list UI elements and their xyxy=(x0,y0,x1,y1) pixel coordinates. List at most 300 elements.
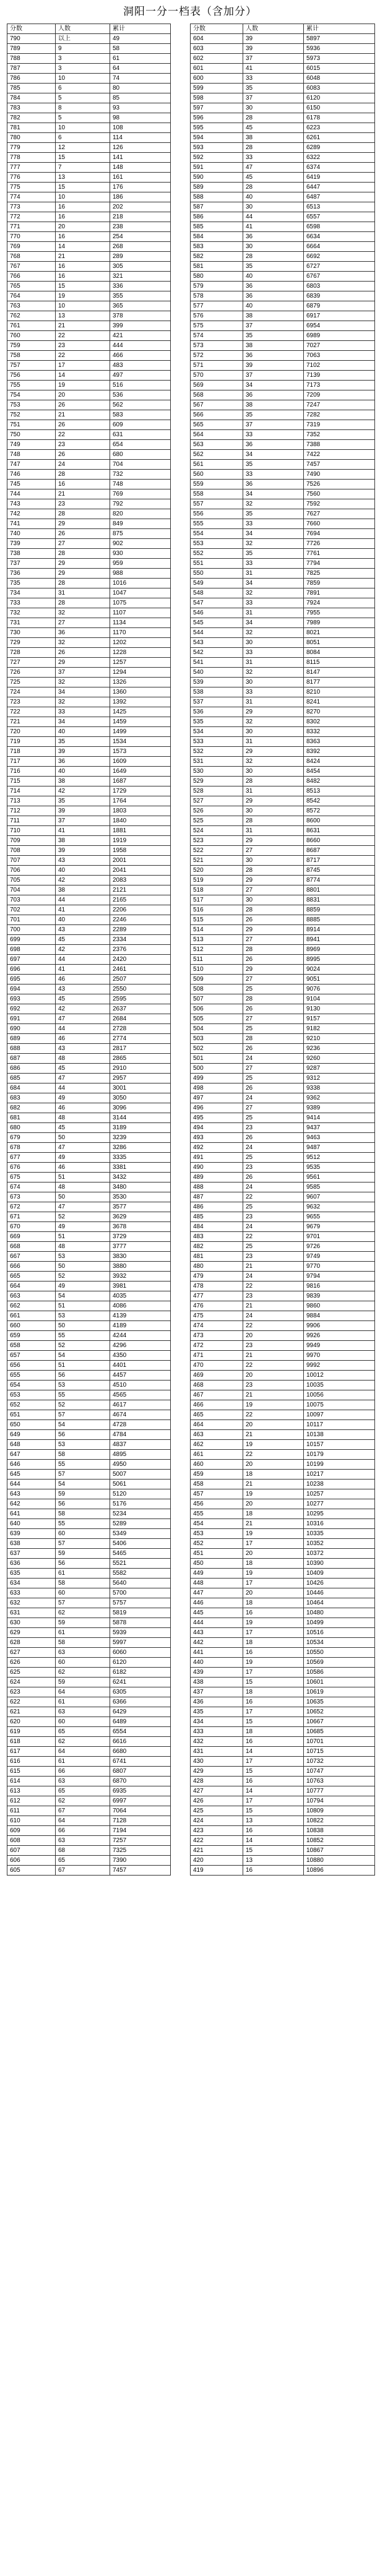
count-cell: 38 xyxy=(243,133,304,143)
cumulative-cell: 6680 xyxy=(110,1747,171,1757)
cumulative-cell: 8302 xyxy=(304,717,375,727)
score-cell: 607 xyxy=(7,1846,56,1856)
score-cell: 711 xyxy=(7,816,56,826)
score-cell: 484 xyxy=(191,1222,243,1232)
table-row xyxy=(7,608,171,618)
score-cell: 662 xyxy=(7,1301,56,1311)
count-cell: 33 xyxy=(243,648,304,658)
count-cell: 35 xyxy=(243,509,304,519)
count-cell: 64 xyxy=(56,1687,110,1697)
score-cell: 783 xyxy=(7,103,56,113)
cumulative-cell: 5819 xyxy=(110,1608,171,1618)
score-cell: 626 xyxy=(7,1658,56,1668)
cumulative-cell: 3189 xyxy=(110,1123,171,1133)
count-cell: 49 xyxy=(56,1222,110,1232)
cumulative-cell: 6182 xyxy=(110,1668,171,1678)
table-row xyxy=(7,777,171,786)
cumulative-cell: 10838 xyxy=(304,1826,375,1836)
table-row xyxy=(7,1470,171,1480)
score-cell: 596 xyxy=(191,113,243,123)
table-row xyxy=(191,361,375,371)
cumulative-cell: 7352 xyxy=(304,430,375,440)
table-row xyxy=(191,153,375,163)
score-cell: 540 xyxy=(191,668,243,678)
score-cell: 426 xyxy=(191,1796,243,1806)
count-cell: 62 xyxy=(56,1737,110,1747)
cumulative-cell: 3777 xyxy=(110,1242,171,1252)
table-row xyxy=(191,1371,375,1381)
table-row xyxy=(191,915,375,925)
count-cell: 29 xyxy=(243,836,304,846)
count-cell: 42 xyxy=(56,945,110,955)
score-cell: 739 xyxy=(7,539,56,549)
score-cell: 602 xyxy=(191,54,243,64)
table-row xyxy=(191,1460,375,1470)
table-row xyxy=(7,529,171,539)
score-cell: 712 xyxy=(7,806,56,816)
cumulative-cell: 10747 xyxy=(304,1767,375,1777)
table-row xyxy=(191,381,375,390)
count-cell: 31 xyxy=(243,826,304,836)
score-cell: 642 xyxy=(7,1499,56,1509)
table-row xyxy=(191,1202,375,1212)
cumulative-cell: 365 xyxy=(110,301,171,311)
score-cell: 526 xyxy=(191,806,243,816)
table-row xyxy=(7,1648,171,1658)
count-cell: 48 xyxy=(56,1242,110,1252)
cumulative-cell: 9816 xyxy=(304,1282,375,1291)
score-cell: 502 xyxy=(191,1044,243,1054)
count-cell: 30 xyxy=(243,103,304,113)
table-row xyxy=(191,1410,375,1420)
table-row xyxy=(7,1381,171,1390)
cumulative-cell: 8482 xyxy=(304,777,375,786)
count-cell: 22 xyxy=(56,351,110,361)
count-cell: 28 xyxy=(243,113,304,123)
score-cell: 544 xyxy=(191,628,243,638)
cumulative-cell: 8774 xyxy=(304,876,375,885)
count-cell: 37 xyxy=(56,668,110,678)
count-cell: 52 xyxy=(56,1400,110,1410)
table-row xyxy=(191,1569,375,1579)
count-cell: 63 xyxy=(56,1777,110,1786)
score-cell: 541 xyxy=(191,658,243,668)
cumulative-cell: 114 xyxy=(110,133,171,143)
count-cell: 59 xyxy=(56,1678,110,1687)
table-row xyxy=(191,727,375,737)
cumulative-cell: 7388 xyxy=(304,440,375,450)
score-cell: 743 xyxy=(7,499,56,509)
cumulative-cell: 7924 xyxy=(304,598,375,608)
column-header-count: 人数 xyxy=(243,24,304,34)
count-cell: 53 xyxy=(56,1252,110,1262)
table-row xyxy=(191,262,375,272)
score-cell: 465 xyxy=(191,1410,243,1420)
score-cell: 459 xyxy=(191,1470,243,1480)
score-cell: 583 xyxy=(191,242,243,252)
count-cell: 55 xyxy=(56,1390,110,1400)
table-row xyxy=(191,1856,375,1866)
count-cell: 18 xyxy=(243,1638,304,1648)
score-cell: 585 xyxy=(191,222,243,232)
table-row xyxy=(7,767,171,777)
score-cell: 755 xyxy=(7,381,56,390)
cumulative-cell: 80 xyxy=(110,84,171,93)
cumulative-cell: 3480 xyxy=(110,1182,171,1192)
table-row xyxy=(7,668,171,678)
table-row xyxy=(191,1331,375,1341)
cumulative-cell: 7194 xyxy=(110,1826,171,1836)
score-cell: 486 xyxy=(191,1202,243,1212)
table-row xyxy=(7,1044,171,1054)
table-row xyxy=(191,489,375,499)
table-row xyxy=(191,499,375,509)
score-cell: 574 xyxy=(191,331,243,341)
cumulative-cell: 1840 xyxy=(110,816,171,826)
cumulative-cell: 93 xyxy=(110,103,171,113)
score-cell: 490 xyxy=(191,1163,243,1173)
score-cell: 546 xyxy=(191,608,243,618)
score-cell: 520 xyxy=(191,866,243,876)
count-cell: 44 xyxy=(56,1024,110,1034)
table-row xyxy=(7,1272,171,1282)
table-row xyxy=(7,1856,171,1866)
score-cell: 464 xyxy=(191,1420,243,1430)
table-row xyxy=(191,1668,375,1678)
cumulative-cell: 8717 xyxy=(304,856,375,866)
cumulative-cell: 10732 xyxy=(304,1757,375,1767)
score-cell: 730 xyxy=(7,628,56,638)
table-row xyxy=(191,925,375,935)
cumulative-cell: 421 xyxy=(110,331,171,341)
score-cell: 537 xyxy=(191,697,243,707)
cumulative-cell: 8885 xyxy=(304,915,375,925)
cumulative-cell: 8914 xyxy=(304,925,375,935)
table-row xyxy=(7,1618,171,1628)
cumulative-cell: 7490 xyxy=(304,470,375,480)
score-cell: 636 xyxy=(7,1559,56,1569)
table-row xyxy=(7,1212,171,1222)
count-cell: 21 xyxy=(243,1301,304,1311)
count-cell: 7 xyxy=(56,163,110,173)
count-cell: 32 xyxy=(243,717,304,727)
score-cell: 579 xyxy=(191,282,243,291)
score-cell: 752 xyxy=(7,410,56,420)
cumulative-cell: 4189 xyxy=(110,1321,171,1331)
cumulative-cell: 355 xyxy=(110,291,171,301)
cumulative-cell: 4895 xyxy=(110,1450,171,1460)
cumulative-cell: 6048 xyxy=(304,74,375,84)
cumulative-cell: 10117 xyxy=(304,1420,375,1430)
score-cell: 441 xyxy=(191,1648,243,1658)
table-row xyxy=(7,1519,171,1529)
table-row xyxy=(191,1351,375,1361)
count-cell: 37 xyxy=(243,420,304,430)
cumulative-cell: 9770 xyxy=(304,1262,375,1272)
score-cell: 694 xyxy=(7,984,56,994)
column-header-score: 分数 xyxy=(191,24,243,34)
table-row xyxy=(191,1113,375,1123)
score-cell: 741 xyxy=(7,519,56,529)
table-row xyxy=(7,1103,171,1113)
score-cell: 632 xyxy=(7,1598,56,1608)
table-row xyxy=(7,539,171,549)
count-cell: 27 xyxy=(243,846,304,856)
cumulative-cell: 3932 xyxy=(110,1272,171,1282)
score-cell: 513 xyxy=(191,935,243,945)
cumulative-cell: 8859 xyxy=(304,905,375,915)
cumulative-cell: 6917 xyxy=(304,311,375,321)
count-cell: 47 xyxy=(56,1202,110,1212)
cumulative-cell: 6150 xyxy=(304,103,375,113)
score-cell: 489 xyxy=(191,1173,243,1182)
count-cell: 34 xyxy=(243,489,304,499)
cumulative-cell: 9726 xyxy=(304,1242,375,1252)
table-row xyxy=(191,1153,375,1163)
score-cell: 495 xyxy=(191,1113,243,1123)
count-cell: 28 xyxy=(56,549,110,559)
score-cell: 740 xyxy=(7,529,56,539)
count-cell: 31 xyxy=(56,588,110,598)
count-cell: 65 xyxy=(56,1727,110,1737)
cumulative-cell: 631 xyxy=(110,430,171,440)
cumulative-cell: 4617 xyxy=(110,1400,171,1410)
table-row xyxy=(7,1123,171,1133)
table-row xyxy=(7,381,171,390)
score-cell: 673 xyxy=(7,1192,56,1202)
count-cell: 21 xyxy=(56,489,110,499)
score-cell: 603 xyxy=(191,44,243,54)
table-row xyxy=(7,1153,171,1163)
cumulative-cell: 10667 xyxy=(304,1717,375,1727)
cumulative-cell: 10075 xyxy=(304,1400,375,1410)
cumulative-cell: 5406 xyxy=(110,1539,171,1549)
cumulative-cell: 1573 xyxy=(110,747,171,757)
score-cell: 594 xyxy=(191,133,243,143)
table-row xyxy=(7,866,171,876)
cumulative-cell: 8392 xyxy=(304,747,375,757)
score-cell: 619 xyxy=(7,1727,56,1737)
count-cell: 34 xyxy=(243,450,304,460)
table-row xyxy=(7,163,171,173)
score-cell: 578 xyxy=(191,291,243,301)
table-row xyxy=(191,1182,375,1192)
count-cell: 15 xyxy=(243,1678,304,1687)
table-row xyxy=(7,1767,171,1777)
score-cell: 660 xyxy=(7,1321,56,1331)
cumulative-cell: 5521 xyxy=(110,1559,171,1569)
cumulative-cell: 2817 xyxy=(110,1044,171,1054)
cumulative-cell: 9749 xyxy=(304,1252,375,1262)
table-row xyxy=(191,965,375,975)
score-cell: 518 xyxy=(191,885,243,895)
cumulative-cell: 10516 xyxy=(304,1628,375,1638)
score-cell: 532 xyxy=(191,747,243,757)
cumulative-cell: 6557 xyxy=(304,212,375,222)
table-row xyxy=(7,1866,171,1876)
score-cell: 671 xyxy=(7,1212,56,1222)
cumulative-cell: 4784 xyxy=(110,1430,171,1440)
count-cell: 28 xyxy=(56,579,110,588)
table-row xyxy=(191,638,375,648)
table-row xyxy=(191,519,375,529)
count-cell: 34 xyxy=(243,579,304,588)
score-cell: 736 xyxy=(7,569,56,579)
count-cell: 28 xyxy=(56,509,110,519)
score-cell: 634 xyxy=(7,1579,56,1588)
cumulative-cell: 3286 xyxy=(110,1143,171,1153)
count-cell: 30 xyxy=(243,767,304,777)
cumulative-cell: 7247 xyxy=(304,400,375,410)
count-cell: 26 xyxy=(243,955,304,965)
score-cell: 505 xyxy=(191,1014,243,1024)
table-row xyxy=(7,519,171,529)
cumulative-cell: 6060 xyxy=(110,1648,171,1658)
score-cell: 545 xyxy=(191,618,243,628)
count-cell: 38 xyxy=(56,836,110,846)
count-cell: 23 xyxy=(243,1163,304,1173)
score-cell: 757 xyxy=(7,361,56,371)
count-cell: 18 xyxy=(243,1687,304,1697)
table-row xyxy=(7,252,171,262)
table-row xyxy=(7,1816,171,1826)
count-cell: 16 xyxy=(56,262,110,272)
count-cell: 34 xyxy=(56,687,110,697)
score-cell: 612 xyxy=(7,1796,56,1806)
table-row xyxy=(191,717,375,727)
table-row xyxy=(191,1480,375,1489)
table-row xyxy=(7,54,171,64)
score-cell: 775 xyxy=(7,183,56,192)
score-cell: 473 xyxy=(191,1331,243,1341)
cumulative-cell: 5897 xyxy=(304,34,375,44)
count-cell: 43 xyxy=(56,984,110,994)
cumulative-cell: 7390 xyxy=(110,1856,171,1866)
score-cell: 737 xyxy=(7,559,56,569)
count-cell: 31 xyxy=(243,786,304,796)
score-cell: 770 xyxy=(7,232,56,242)
cumulative-cell: 4296 xyxy=(110,1341,171,1351)
table-row xyxy=(191,1648,375,1658)
cumulative-cell: 10035 xyxy=(304,1381,375,1390)
count-cell: 30 xyxy=(243,638,304,648)
table-row xyxy=(191,658,375,668)
cumulative-cell: 6741 xyxy=(110,1757,171,1767)
score-cell: 678 xyxy=(7,1143,56,1153)
score-cell: 442 xyxy=(191,1638,243,1648)
count-cell: 64 xyxy=(56,1747,110,1757)
count-cell: 20 xyxy=(243,1331,304,1341)
count-cell: 45 xyxy=(56,994,110,1004)
count-cell: 35 xyxy=(243,460,304,470)
count-cell: 42 xyxy=(56,786,110,796)
table-row xyxy=(191,1044,375,1054)
count-cell: 12 xyxy=(56,143,110,153)
score-cell: 554 xyxy=(191,529,243,539)
score-cell: 430 xyxy=(191,1757,243,1767)
count-cell: 56 xyxy=(56,1559,110,1569)
count-cell: 56 xyxy=(56,1371,110,1381)
table-row xyxy=(7,1777,171,1786)
cumulative-cell: 8051 xyxy=(304,638,375,648)
score-cell: 748 xyxy=(7,450,56,460)
cumulative-cell: 5640 xyxy=(110,1579,171,1588)
count-cell: 34 xyxy=(243,618,304,628)
table-row xyxy=(7,1440,171,1450)
score-cell: 680 xyxy=(7,1123,56,1133)
cumulative-cell: 8969 xyxy=(304,945,375,955)
count-cell: 14 xyxy=(56,371,110,381)
count-cell: 22 xyxy=(243,1232,304,1242)
count-cell: 10 xyxy=(56,74,110,84)
count-cell: 59 xyxy=(56,1618,110,1628)
cumulative-cell: 7859 xyxy=(304,579,375,588)
score-cell: 422 xyxy=(191,1836,243,1846)
table-row xyxy=(191,816,375,826)
count-cell: 19 xyxy=(56,291,110,301)
count-cell: 26 xyxy=(56,400,110,410)
table-row xyxy=(191,1678,375,1687)
count-cell: 28 xyxy=(243,905,304,915)
table-row xyxy=(191,579,375,588)
count-cell: 60 xyxy=(56,1658,110,1668)
count-cell: 28 xyxy=(243,777,304,786)
cumulative-cell: 5465 xyxy=(110,1549,171,1559)
score-cell: 677 xyxy=(7,1153,56,1163)
score-cell: 651 xyxy=(7,1410,56,1420)
table-row xyxy=(191,806,375,816)
count-cell: 38 xyxy=(243,341,304,351)
header-row xyxy=(7,24,171,34)
table-row xyxy=(191,1866,375,1876)
count-cell: 10 xyxy=(56,192,110,202)
table-row xyxy=(7,717,171,727)
table-row xyxy=(7,103,171,113)
table-row xyxy=(191,351,375,361)
score-cell: 432 xyxy=(191,1737,243,1747)
count-cell: 16 xyxy=(243,1826,304,1836)
cumulative-cell: 289 xyxy=(110,252,171,262)
count-cell: 18 xyxy=(243,1509,304,1519)
cumulative-cell: 2865 xyxy=(110,1054,171,1064)
cumulative-cell: 2121 xyxy=(110,885,171,895)
table-row xyxy=(191,1420,375,1430)
score-cell: 492 xyxy=(191,1143,243,1153)
table-row xyxy=(7,1143,171,1153)
cumulative-cell: 10652 xyxy=(304,1707,375,1717)
table-row xyxy=(7,1569,171,1579)
score-cell: 423 xyxy=(191,1826,243,1836)
table-row xyxy=(7,509,171,519)
score-cell: 606 xyxy=(7,1856,56,1866)
count-cell: 16 xyxy=(56,212,110,222)
table-row xyxy=(7,351,171,361)
count-cell: 54 xyxy=(56,1351,110,1361)
cumulative-cell: 7257 xyxy=(110,1836,171,1846)
table-row xyxy=(191,1212,375,1222)
score-cell: 768 xyxy=(7,252,56,262)
count-cell: 41 xyxy=(243,222,304,232)
count-cell: 44 xyxy=(56,895,110,905)
cumulative-cell: 9437 xyxy=(304,1123,375,1133)
score-cell: 533 xyxy=(191,737,243,747)
score-cell: 656 xyxy=(7,1361,56,1371)
cumulative-cell: 8084 xyxy=(304,648,375,658)
table-row xyxy=(7,1133,171,1143)
count-cell: 25 xyxy=(243,1113,304,1123)
score-cell: 635 xyxy=(7,1569,56,1579)
table-row xyxy=(7,1113,171,1123)
